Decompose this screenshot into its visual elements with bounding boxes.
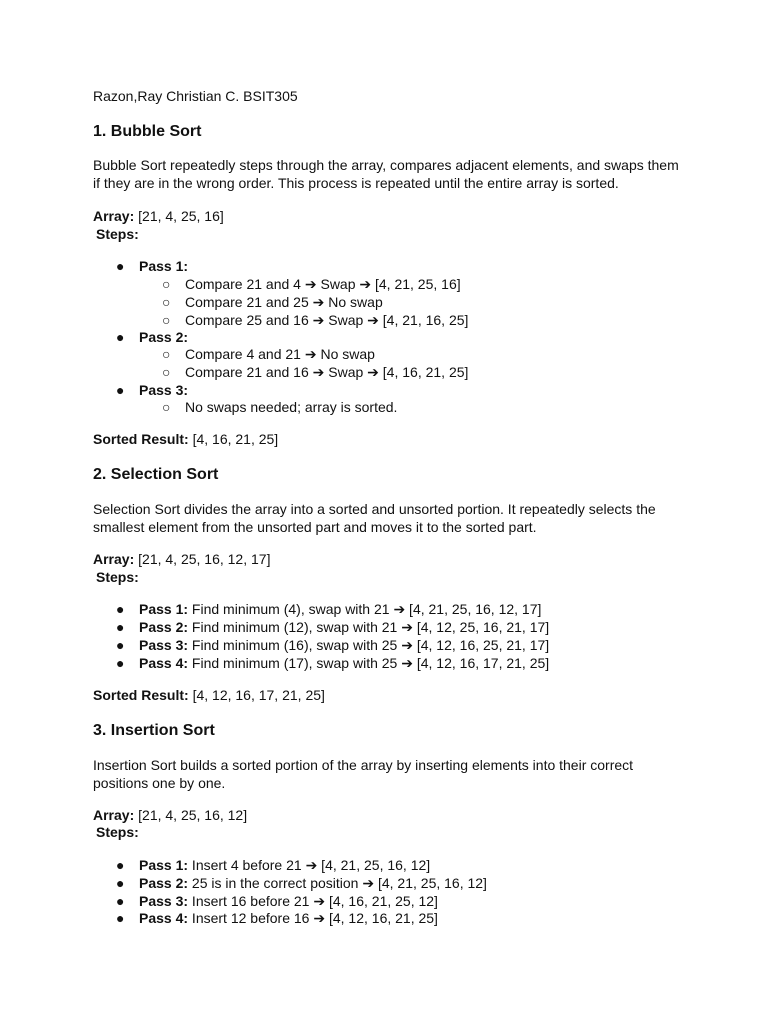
step-text: Find minimum (12), swap with 21 ➔ [4, 12, 25, 16, 21, 17]	[188, 619, 550, 635]
insertion-sort-heading: 3. Insertion Sort	[93, 722, 215, 739]
author-line: Razon,Ray Christian C. BSIT305	[93, 88, 298, 104]
selection-result-line	[93, 686, 325, 704]
list-item	[116, 328, 188, 346]
pass-label: Pass 3:	[139, 382, 189, 398]
list-item	[162, 398, 397, 416]
step-text: Insert 12 before 16 ➔ [4, 12, 16, 21, 25]	[188, 910, 438, 926]
step-text: Insert 16 before 21 ➔ [4, 16, 21, 25, 12]	[188, 893, 438, 909]
list-item	[162, 311, 468, 329]
circle-bullet-icon: ○	[162, 294, 171, 310]
pass-label: Pass 2:	[139, 329, 189, 345]
bullet-icon: ●	[116, 637, 125, 653]
selection-sort-heading: 2. Selection Sort	[93, 466, 219, 483]
circle-bullet-icon: ○	[162, 346, 171, 362]
bullet-icon: ●	[116, 655, 125, 671]
pass-label: Pass 4:	[139, 655, 189, 671]
list-item	[162, 293, 383, 311]
bullet-icon: ●	[116, 893, 125, 909]
step-text: Compare 21 and 25 ➔ No swap	[185, 294, 383, 310]
pass-label: Pass 4:	[139, 910, 189, 926]
bullet-icon: ●	[116, 258, 125, 274]
bubble-array-line	[93, 207, 224, 225]
bullet-icon: ●	[116, 619, 125, 635]
array-value: [21, 4, 25, 16, 12, 17]	[134, 551, 271, 567]
list-item	[162, 345, 375, 363]
insertion-steps-label: Steps:	[96, 824, 139, 840]
pass-label: Pass 3:	[139, 893, 189, 909]
circle-bullet-icon: ○	[162, 312, 171, 328]
bullet-icon: ●	[116, 857, 125, 873]
step-text: Compare 21 and 16 ➔ Swap ➔ [4, 16, 21, 25]	[185, 364, 469, 380]
bubble-sort-heading: 1. Bubble Sort	[93, 123, 202, 140]
step-text: Compare 4 and 21 ➔ No swap	[185, 346, 375, 362]
list-item	[116, 636, 549, 654]
step-text: Find minimum (17), swap with 25 ➔ [4, 12, 16, 17, 21, 25]	[188, 655, 550, 671]
list-item	[116, 892, 438, 910]
bullet-icon: ●	[116, 875, 125, 891]
pass-label: Pass 2:	[139, 875, 189, 891]
list-item	[116, 856, 430, 874]
step-text: Insert 4 before 21 ➔ [4, 21, 25, 16, 12]	[188, 857, 431, 873]
bubble-sort-description: Bubble Sort repeatedly steps through the array, compares adjacent elements, and swaps them if they are in the wrong order. This process is repeated until the entire array is sorted.	[93, 157, 679, 191]
bullet-icon: ●	[116, 382, 125, 398]
list-item	[116, 618, 549, 636]
list-item	[116, 257, 188, 275]
bullet-icon: ●	[116, 910, 125, 926]
circle-bullet-icon: ○	[162, 276, 171, 292]
step-text: Find minimum (4), swap with 21 ➔ [4, 21, 25, 16, 12, 17]	[188, 601, 542, 617]
selection-steps-label: Steps:	[96, 569, 139, 585]
pass-label: Pass 1:	[139, 601, 189, 617]
result-value: [4, 16, 21, 25]	[188, 431, 279, 447]
step-text: No swaps needed; array is sorted.	[185, 399, 398, 415]
pass-label: Pass 2:	[139, 619, 189, 635]
result-label: Sorted Result:	[93, 431, 189, 447]
result-value: [4, 12, 16, 17, 21, 25]	[188, 687, 325, 703]
list-item	[116, 381, 188, 399]
insertion-array-line	[93, 806, 247, 824]
circle-bullet-icon: ○	[162, 399, 171, 415]
list-item	[116, 909, 438, 927]
bubble-steps-label: Steps:	[96, 226, 139, 242]
array-label: Array:	[93, 551, 135, 567]
step-text: Compare 25 and 16 ➔ Swap ➔ [4, 21, 16, 25]	[185, 312, 469, 328]
array-value: [21, 4, 25, 16]	[134, 208, 224, 224]
bullet-icon: ●	[116, 601, 125, 617]
selection-sort-description: Selection Sort divides the array into a sorted and unsorted portion. It repeatedly selects the smallest element from the unsorted part and moves it to the sorted part.	[93, 501, 656, 535]
step-text: Find minimum (16), swap with 25 ➔ [4, 12, 16, 25, 21, 17]	[188, 637, 550, 653]
step-text: Compare 21 and 4 ➔ Swap ➔ [4, 21, 25, 16]	[185, 276, 461, 292]
pass-label: Pass 3:	[139, 637, 189, 653]
bullet-icon: ●	[116, 329, 125, 345]
pass-label: Pass 1:	[139, 258, 189, 274]
list-item	[162, 363, 468, 381]
pass-label: Pass 1:	[139, 857, 189, 873]
insertion-sort-description: Insertion Sort builds a sorted portion of the array by inserting elements into their correct positions one by one.	[93, 757, 634, 791]
selection-array-line	[93, 550, 270, 568]
list-item	[116, 874, 487, 892]
list-item	[162, 275, 461, 293]
bubble-result-line	[93, 430, 278, 448]
list-item	[116, 654, 549, 672]
array-label: Array:	[93, 208, 135, 224]
list-item	[116, 600, 541, 618]
array-value: [21, 4, 25, 16, 12]	[134, 807, 248, 823]
array-label: Array:	[93, 807, 135, 823]
result-label: Sorted Result:	[93, 687, 189, 703]
step-text: 25 is in the correct position ➔ [4, 21, 25, 16, 12]	[188, 875, 487, 891]
circle-bullet-icon: ○	[162, 364, 171, 380]
